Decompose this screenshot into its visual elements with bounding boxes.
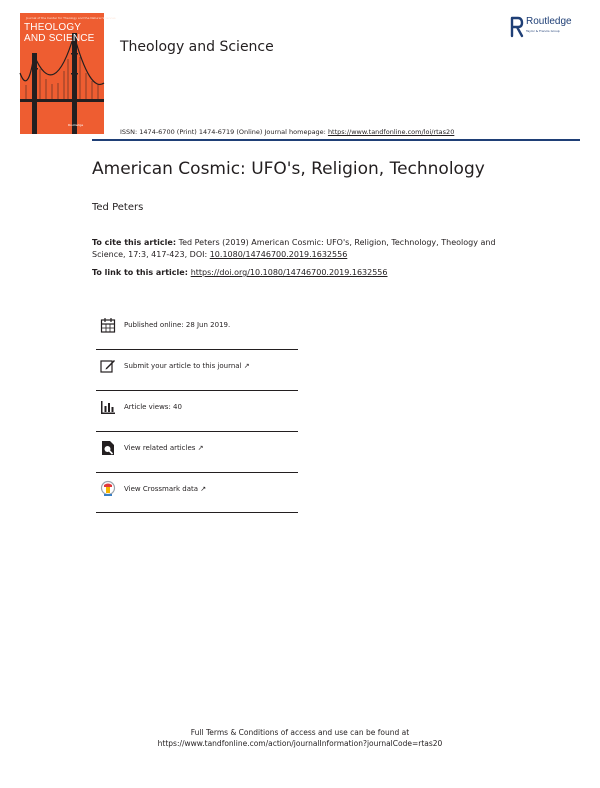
- view-crossmark-link[interactable]: [124, 485, 206, 493]
- related-row[interactable]: [96, 437, 298, 477]
- doi-link[interactable]: 10.1080/14746700.2019.1632556: [209, 250, 348, 259]
- article-doi-link[interactable]: https://doi.org/10.1080/14746700.2019.1632556: [190, 268, 388, 277]
- journal-title: Theology and Science: [120, 39, 274, 55]
- issn-line: [120, 128, 454, 136]
- divider: [96, 472, 298, 473]
- divider: [96, 431, 298, 432]
- external-link-icon: ↗: [200, 485, 207, 493]
- routledge-name: Routledge: [526, 16, 572, 27]
- views-row: [96, 396, 298, 436]
- external-link-icon: ↗: [197, 444, 204, 452]
- divider: [96, 390, 298, 391]
- routledge-logo: [510, 15, 590, 39]
- related-label[interactable]: View related articles: [124, 444, 196, 452]
- journal-homepage-link[interactable]: https://www.tandfonline.com/loi/rtas20: [327, 128, 455, 136]
- issn-text: ISSN: 1474-6700 (Print) 1474-6719 (Online) Journal homepage:: [120, 128, 328, 136]
- author: Ted Peters: [92, 202, 144, 213]
- view-related-link[interactable]: [124, 444, 204, 452]
- crossmark-icon: [100, 481, 116, 497]
- article-views: Article views: 40: [124, 403, 182, 411]
- cover-publisher: Routledge: [68, 123, 84, 127]
- related-articles-icon: [100, 440, 116, 456]
- citation: [92, 237, 512, 261]
- cover-title: THEOLOGY AND SCIENCE: [24, 22, 95, 44]
- routledge-subtitle: Taylor & Francis Group: [526, 29, 560, 33]
- footer-url[interactable]: https://www.tandfonline.com/action/journalInformation?journalCode=rtas20: [157, 739, 443, 748]
- submit-row[interactable]: [96, 355, 298, 395]
- journal-cover: [20, 13, 116, 134]
- edit-icon: [100, 358, 116, 374]
- footer-terms: Full Terms & Conditions of access and use can be found at: [190, 728, 410, 737]
- divider: [96, 349, 298, 350]
- cite-text: Ted Peters (2019) American Cosmic: UFO's, Religion, Technology, Theology and Science, 17:3, 417-423, DOI:: [92, 238, 496, 259]
- crossmark-label[interactable]: View Crossmark data: [124, 485, 199, 493]
- header-rule: [92, 139, 580, 141]
- external-link-icon: ↗: [243, 362, 250, 370]
- article-title: American Cosmic: UFO's, Religion, Technology: [92, 159, 485, 179]
- calendar-icon: [100, 317, 116, 333]
- bar-chart-icon: [100, 399, 116, 415]
- published-row: [96, 314, 298, 354]
- link-label: To link to this article:: [92, 268, 191, 277]
- submit-label[interactable]: Submit your article to this journal: [124, 362, 242, 370]
- published-date: Published online: 28 Jun 2019.: [124, 321, 231, 329]
- routledge-r-icon: [510, 16, 524, 38]
- submit-article-link[interactable]: [124, 362, 250, 370]
- article-link-line: [92, 268, 388, 277]
- cover-top-text: Journal of the Center for Theology and the Natural Sciences: [26, 16, 116, 20]
- cite-label: To cite this article:: [92, 238, 177, 247]
- divider: [96, 512, 298, 513]
